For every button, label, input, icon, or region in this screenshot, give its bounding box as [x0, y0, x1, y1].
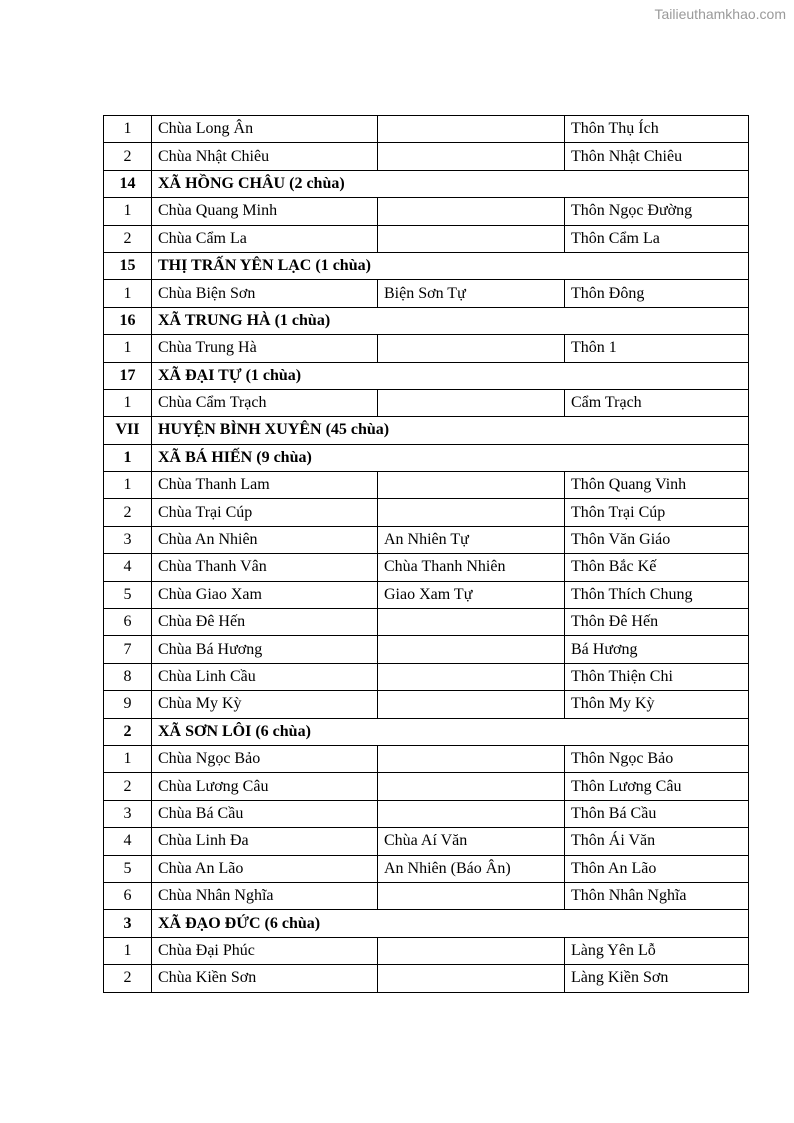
pagoda-alt-name: [378, 609, 565, 636]
pagoda-alt-name: Biện Sơn Tự: [378, 280, 565, 307]
table-row: [104, 855, 749, 882]
pagoda-name: Chùa Nhân Nghĩa: [152, 882, 378, 909]
pagoda-name: Chùa Đại Phúc: [152, 937, 378, 964]
pagoda-table: [103, 115, 749, 993]
pagoda-location: Thôn Thiện Chi: [565, 663, 749, 690]
row-number: 1: [104, 745, 152, 772]
row-number: 4: [104, 554, 152, 581]
pagoda-alt-name: [378, 691, 565, 718]
table-row: [104, 609, 749, 636]
pagoda-location: Thôn Trại Cúp: [565, 499, 749, 526]
pagoda-alt-name: [378, 663, 565, 690]
row-number: 2: [104, 499, 152, 526]
pagoda-location: Thôn Bắc Kế: [565, 554, 749, 581]
pagoda-alt-name: [378, 143, 565, 170]
table-row: [104, 636, 749, 663]
pagoda-alt-name: [378, 937, 565, 964]
pagoda-name: Chùa An Nhiên: [152, 526, 378, 553]
pagoda-location: Thôn Ái Văn: [565, 828, 749, 855]
row-number: 2: [104, 225, 152, 252]
pagoda-location: Thôn An Lão: [565, 855, 749, 882]
table-row: [104, 389, 749, 416]
pagoda-alt-name: [378, 225, 565, 252]
table-row: [104, 554, 749, 581]
pagoda-name: Chùa Linh Đa: [152, 828, 378, 855]
row-number: 6: [104, 609, 152, 636]
pagoda-location: Thôn Quang Vinh: [565, 472, 749, 499]
pagoda-name: Chùa Trại Cúp: [152, 499, 378, 526]
pagoda-name: Chùa Nhật Chiêu: [152, 143, 378, 170]
section-number: 3: [104, 910, 152, 937]
row-number: 5: [104, 855, 152, 882]
pagoda-alt-name: [378, 965, 565, 992]
table-row: [104, 198, 749, 225]
pagoda-location: Cẩm Trạch: [565, 389, 749, 416]
table-row: [104, 143, 749, 170]
section-title: XÃ BÁ HIẾN (9 chùa): [152, 444, 749, 471]
pagoda-name: Chùa Thanh Vân: [152, 554, 378, 581]
pagoda-location: Thôn Cẩm La: [565, 225, 749, 252]
table-row: [104, 800, 749, 827]
section-title: XÃ HỒNG CHÂU (2 chùa): [152, 170, 749, 197]
pagoda-alt-name: [378, 389, 565, 416]
pagoda-alt-name: Giao Xam Tự: [378, 581, 565, 608]
pagoda-name: Chùa Long Ân: [152, 116, 378, 143]
pagoda-location: Thôn Đê Hến: [565, 609, 749, 636]
table-row: [104, 335, 749, 362]
row-number: 4: [104, 828, 152, 855]
table-row: [104, 225, 749, 252]
pagoda-location: Làng Kiền Sơn: [565, 965, 749, 992]
table-row: [104, 745, 749, 772]
pagoda-location: Thôn Ngọc Đường: [565, 198, 749, 225]
pagoda-alt-name: Chùa Thanh Nhiên: [378, 554, 565, 581]
pagoda-location: Thôn Lương Câu: [565, 773, 749, 800]
watermark: Tailieuthamkhao.com: [654, 6, 786, 22]
pagoda-name: Chùa Giao Xam: [152, 581, 378, 608]
row-number: 1: [104, 280, 152, 307]
pagoda-location: Thôn Đông: [565, 280, 749, 307]
pagoda-alt-name: [378, 636, 565, 663]
table-row: [104, 965, 749, 992]
pagoda-alt-name: [378, 335, 565, 362]
row-number: 9: [104, 691, 152, 718]
section-header-row: [104, 718, 749, 745]
section-number: 14: [104, 170, 152, 197]
section-number: 15: [104, 252, 152, 279]
row-number: 3: [104, 526, 152, 553]
pagoda-name: Chùa Thanh Lam: [152, 472, 378, 499]
pagoda-location: Thôn Nhật Chiêu: [565, 143, 749, 170]
table-row: [104, 472, 749, 499]
pagoda-location: Thôn Bá Cầu: [565, 800, 749, 827]
row-number: 1: [104, 116, 152, 143]
pagoda-alt-name: [378, 499, 565, 526]
table-row: [104, 581, 749, 608]
section-header-row: [104, 307, 749, 334]
table-row: [104, 828, 749, 855]
pagoda-name: Chùa Biện Sơn: [152, 280, 378, 307]
row-number: 1: [104, 198, 152, 225]
pagoda-alt-name: [378, 800, 565, 827]
pagoda-name: Chùa Lương Câu: [152, 773, 378, 800]
section-header-row: [104, 444, 749, 471]
pagoda-name: Chùa Ngọc Bảo: [152, 745, 378, 772]
section-number: 2: [104, 718, 152, 745]
row-number: 7: [104, 636, 152, 663]
row-number: 2: [104, 143, 152, 170]
section-number: VII: [104, 417, 152, 444]
section-title: HUYỆN BÌNH XUYÊN (45 chùa): [152, 417, 749, 444]
pagoda-name: Chùa Trung Hà: [152, 335, 378, 362]
row-number: 8: [104, 663, 152, 690]
pagoda-name: Chùa Kiền Sơn: [152, 965, 378, 992]
pagoda-location: Thôn My Kỳ: [565, 691, 749, 718]
row-number: 1: [104, 335, 152, 362]
pagoda-location: Thôn Văn Giáo: [565, 526, 749, 553]
pagoda-alt-name: An Nhiên (Báo Ân): [378, 855, 565, 882]
row-number: 3: [104, 800, 152, 827]
pagoda-location: Bá Hương: [565, 636, 749, 663]
pagoda-name: Chùa Linh Cầu: [152, 663, 378, 690]
pagoda-alt-name: [378, 773, 565, 800]
pagoda-alt-name: [378, 745, 565, 772]
pagoda-location: Thôn Thụ Ích: [565, 116, 749, 143]
row-number: 1: [104, 472, 152, 499]
section-title: XÃ TRUNG HÀ (1 chùa): [152, 307, 749, 334]
section-number: 1: [104, 444, 152, 471]
pagoda-name: Chùa Cẩm La: [152, 225, 378, 252]
table-row: [104, 280, 749, 307]
pagoda-name: Chùa Bá Hương: [152, 636, 378, 663]
section-title: XÃ ĐẠO ĐỨC (6 chùa): [152, 910, 749, 937]
pagoda-name: Chùa My Kỳ: [152, 691, 378, 718]
table-row: [104, 663, 749, 690]
section-header-row: [104, 910, 749, 937]
pagoda-name: Chùa Quang Minh: [152, 198, 378, 225]
table-row: [104, 937, 749, 964]
section-title: XÃ SƠN LÔI (6 chùa): [152, 718, 749, 745]
table-row: [104, 499, 749, 526]
section-title: XÃ ĐẠI TỰ (1 chùa): [152, 362, 749, 389]
pagoda-name: Chùa An Lão: [152, 855, 378, 882]
section-title: THỊ TRẤN YÊN LẠC (1 chùa): [152, 252, 749, 279]
section-header-row: [104, 252, 749, 279]
pagoda-name: Chùa Đê Hến: [152, 609, 378, 636]
pagoda-alt-name: Chùa Aí Văn: [378, 828, 565, 855]
pagoda-location: Làng Yên Lỗ: [565, 937, 749, 964]
pagoda-alt-name: [378, 882, 565, 909]
table-row: [104, 116, 749, 143]
pagoda-alt-name: [378, 116, 565, 143]
row-number: 2: [104, 965, 152, 992]
row-number: 1: [104, 937, 152, 964]
pagoda-alt-name: [378, 472, 565, 499]
row-number: 2: [104, 773, 152, 800]
section-header-row: [104, 362, 749, 389]
section-header-row: [104, 417, 749, 444]
pagoda-alt-name: [378, 198, 565, 225]
section-number: 16: [104, 307, 152, 334]
table-row: [104, 526, 749, 553]
pagoda-name: Chùa Bá Cầu: [152, 800, 378, 827]
pagoda-location: Thôn Nhân Nghĩa: [565, 882, 749, 909]
pagoda-location: Thôn 1: [565, 335, 749, 362]
row-number: 6: [104, 882, 152, 909]
table-row: [104, 773, 749, 800]
row-number: 5: [104, 581, 152, 608]
pagoda-name: Chùa Cẩm Trạch: [152, 389, 378, 416]
row-number: 1: [104, 389, 152, 416]
pagoda-alt-name: An Nhiên Tự: [378, 526, 565, 553]
table-row: [104, 882, 749, 909]
table-row: [104, 691, 749, 718]
pagoda-location: Thôn Ngọc Bảo: [565, 745, 749, 772]
pagoda-location: Thôn Thích Chung: [565, 581, 749, 608]
section-number: 17: [104, 362, 152, 389]
section-header-row: [104, 170, 749, 197]
